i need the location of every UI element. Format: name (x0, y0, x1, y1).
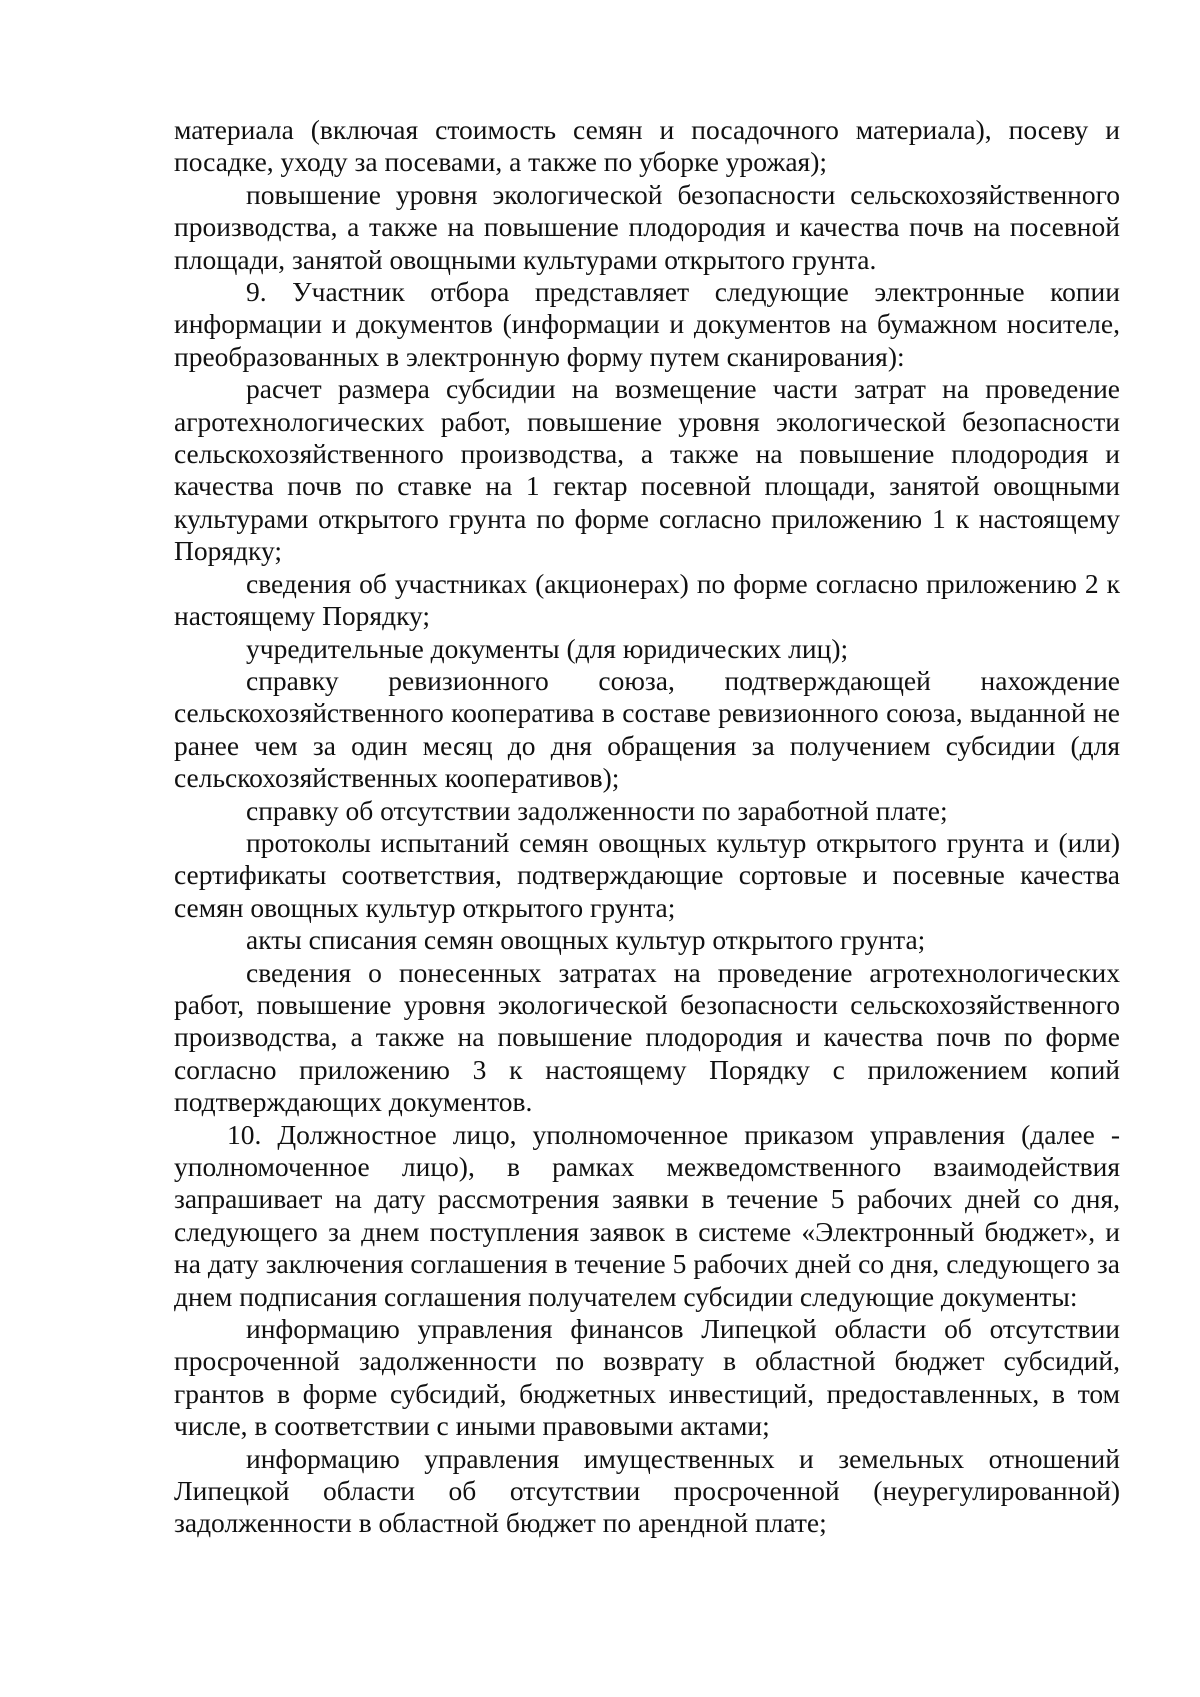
list-item-seed-write-off-acts: акты списания семян овощных культур открытого грунта; (246, 924, 926, 956)
list-item-property-department-info: информацию управления имущественных и земельных отношений Липецкой области об отсутствии просроченной (неурегулированной) задолженности в областной бюджет по арендной плате; (174, 1442, 1120, 1539)
list-item-finance-department-info: информацию управления финансов Липецкой области об отсутствии просроченной задолженности по возврату в областной бюджет субсидий, грантов в форме субсидий, бюджетных инвестиций, предоставленных, в том числе, в соответствии с иными правовыми актами; (174, 1313, 1120, 1442)
list-item-seed-test-protocols: протоколы испытаний семян овощных культур открытого грунта и (или) сертификаты соответствия, подтверждающие сортовые и посевные качества семян овощных культур открытого грунта; (174, 826, 1120, 923)
document-body (174, 114, 1120, 1540)
list-item-incurred-costs: сведения о понесенных затратах на проведение агротехнологических работ, повышение уровня экологической безопасности сельскохозяйственного производства, а также на повышение плодородия и качества почв по форме согласно приложению 3 к настоящему Порядку с приложением копий подтверждающих документов. (174, 956, 1120, 1118)
list-item-participants-info: сведения об участниках (акционерах) по форме согласно приложению 2 к настоящему Порядку; (174, 567, 1120, 632)
paragraph-ecological-safety: повышение уровня экологической безопасности сельскохозяйственного производства, а также на повышение плодородия и качества почв на посевной площади, занятой овощными культурами открытого грунта. (174, 178, 1120, 275)
paragraph-item-10: 10. Должностное лицо, уполномоченное приказом управления (далее - уполномоченное лицо), в рамках межведомственного взаимодействия запрашивает на дату рассмотрения заявки в течение 5 рабочих дней со дня, следующего за днем поступления заявок в системе «Электронный бюджет», и на дату заключения соглашения в течение 5 рабочих дней со дня, следующего за днем подписания соглашения получателем субсидии следующие документы: (174, 1118, 1120, 1312)
paragraph-continuation: материала (включая стоимость семян и посадочного материала), посеву и посадке, уходу за посевами, а также по уборке урожая); (174, 114, 1120, 178)
list-item-no-wage-debt-certificate: справку об отсутствии задолженности по заработной плате; (246, 794, 948, 826)
list-item-founding-documents: учредительные документы (для юридических лиц); (246, 632, 849, 664)
paragraph-item-9: 9. Участник отбора представляет следующие электронные копии информации и документов (информации и документов на бумажном носителе, преобразованных в электронную форму путем сканирования): (174, 276, 1120, 372)
list-item-subsidy-calculation: расчет размера субсидии на возмещение части затрат на проведение агротехнологических работ, повышение уровня экологической безопасности сельскохозяйственного производства, а также на повышение плодородия и качества почв по ставке на 1 гектар посевной площади, занятой овощными культурами открытого грунта по форме согласно приложению 1 к настоящему Порядку; (174, 373, 1120, 567)
list-item-audit-union-certificate: справку ревизионного союза, подтверждающей нахождение сельскохозяйственного кооператива в составе ревизионного союза, выданной не ранее чем за один месяц до дня обращения за получением субсидии (для сельскохозяйственных кооперативов); (174, 664, 1120, 794)
